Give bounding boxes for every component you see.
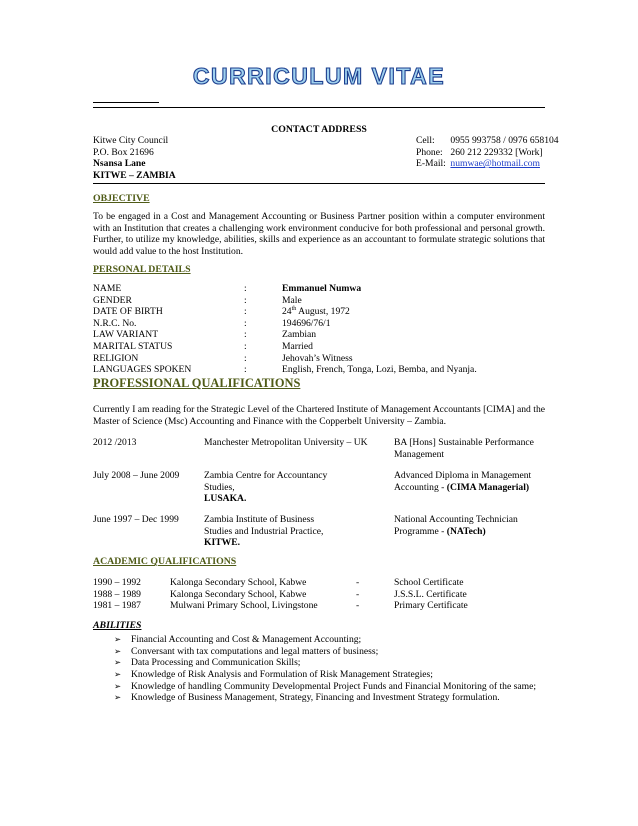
detail-value: Jehovah’s Witness <box>282 352 353 364</box>
arrow-bullet-icon: ➢ <box>114 693 122 704</box>
academic-dash: - <box>356 577 360 588</box>
academic-qualifications-heading: ACADEMIC QUALIFICATIONS <box>93 556 237 567</box>
institution-line: Studies, <box>204 481 235 493</box>
arrow-bullet-icon: ➢ <box>114 670 122 681</box>
detail-label: LAW VARIANT <box>93 329 159 341</box>
ability-text: Data Processing and Communication Skills; <box>131 657 301 669</box>
academic-dates: 1981 – 1987 <box>93 600 141 612</box>
detail-value: English, French, Tonga, Lozi, Bemba, and Nyanja. <box>282 364 477 376</box>
academic-dash: - <box>356 588 360 600</box>
detail-label: NAME <box>93 283 122 294</box>
institution-line: KITWE. <box>204 537 240 549</box>
award-line: National Accounting Technician <box>394 514 518 525</box>
institution-line: LUSAKA. <box>204 493 247 505</box>
dob-rest: August, 1972 <box>296 306 350 318</box>
abilities-list <box>114 634 536 704</box>
detail-separator: : <box>244 329 247 341</box>
academic-school: Kalonga Secondary School, Kabwe <box>170 588 307 600</box>
academic-row <box>93 600 545 612</box>
objective-text: To be engaged in a Cost and Management Accounting or Business Partner position within a computer environment with an Institution that creates a challenging work environment conducive for both professional and personal growth. Further, to utilize my knowledge, abilities, skills and experience as an accountant to formulate strategic solutions that would add value to the host Institution. <box>93 211 545 257</box>
email-link[interactable]: numwae@hotmail.com <box>450 158 540 170</box>
contact-heading: CONTACT ADDRESS <box>271 124 367 135</box>
award-line: Accounting - <box>394 481 445 493</box>
cv-title-wordart <box>154 62 484 90</box>
ability-item <box>114 669 536 681</box>
detail-value: Zambian <box>282 329 317 341</box>
ability-item <box>114 657 536 669</box>
qualification-institution <box>204 514 379 549</box>
abilities-heading: ABILITIES <box>93 620 142 631</box>
address-line: Nsansa Lane <box>93 158 146 170</box>
cv-title <box>0 62 638 90</box>
academic-row <box>93 589 545 601</box>
ability-item <box>114 681 536 693</box>
cell-value: 0955 993758 / 0976 658104 <box>450 135 559 146</box>
dob-day: 24 <box>282 306 292 318</box>
detail-value <box>282 306 350 318</box>
detail-label: DATE OF BIRTH <box>93 306 163 318</box>
short-divider <box>93 102 159 103</box>
detail-value: Married <box>282 340 313 352</box>
detail-separator: : <box>244 317 247 329</box>
professional-qualifications-heading: PROFESSIONAL QUALIFICATIONS <box>93 376 301 390</box>
academic-row <box>93 577 545 589</box>
detail-separator: : <box>244 340 247 352</box>
address-line: P.O. Box 21696 <box>93 146 154 158</box>
ability-text: Knowledge of Risk Analysis and Formulation of Risk Management Strategies; <box>131 669 433 681</box>
institution-line: Zambia Centre for Accountancy <box>204 470 328 481</box>
phone-value: 260 212 229332 [Work] <box>450 146 543 158</box>
detail-separator: : <box>244 283 247 294</box>
qualification-institution <box>204 470 379 505</box>
detail-separator: : <box>244 364 247 376</box>
detail-row <box>93 364 545 376</box>
contact-numbers <box>416 135 559 170</box>
detail-value: Male <box>282 294 302 306</box>
qualification-award: BA [Hons] Sustainable Performance Management <box>394 437 534 460</box>
detail-row <box>93 329 545 341</box>
qualification-dates: 2012 /2013 <box>93 437 137 448</box>
detail-value: Emmanuel Numwa <box>282 283 362 294</box>
detail-row <box>93 341 545 353</box>
qualification-award <box>394 470 545 493</box>
academic-dash: - <box>356 600 360 612</box>
arrow-bullet-icon: ➢ <box>114 646 122 657</box>
address-line: Kitwe City Council <box>93 135 169 146</box>
detail-row <box>93 353 545 365</box>
ability-text: Knowledge of handling Community Developmental Project Funds and Financial Monitoring of the same; <box>131 680 537 692</box>
address-line: KITWE – ZAMBIA <box>93 169 176 181</box>
detail-label: LANGUAGES SPOKEN <box>93 364 192 376</box>
academic-dates: 1990 – 1992 <box>93 577 141 588</box>
detail-separator: : <box>244 306 247 318</box>
detail-label: MARITAL STATUS <box>93 340 173 352</box>
institution-line: Studies and Industrial Practice, <box>204 525 324 537</box>
arrow-bullet-icon: ➢ <box>114 681 122 692</box>
ability-item <box>114 634 536 646</box>
detail-row <box>93 283 545 295</box>
institution-line: Zambia Institute of Business <box>204 514 315 525</box>
detail-value: 194696/76/1 <box>282 317 331 329</box>
contact-divider <box>93 183 545 184</box>
academic-certificate: Primary Certificate <box>394 600 468 612</box>
cell-label: Cell: <box>416 135 435 146</box>
qualification-dates: June 1997 – Dec 1999 <box>93 514 179 525</box>
qualification-institution: Manchester Metropolitan University – UK <box>204 437 368 448</box>
ability-text: Knowledge of Business Management, Strategy, Financing and Investment Strategy formulation. <box>131 692 500 704</box>
header-divider <box>93 107 545 108</box>
detail-row <box>93 306 545 318</box>
personal-details-heading: PERSONAL DETAILS <box>93 264 191 275</box>
ability-item <box>114 646 536 658</box>
postal-address <box>93 135 176 181</box>
detail-row <box>93 295 545 307</box>
academic-list <box>93 577 545 612</box>
dob-suffix: th <box>291 306 297 312</box>
detail-label: GENDER <box>93 294 132 306</box>
arrow-bullet-icon: ➢ <box>114 658 122 669</box>
qualification-dates: July 2008 – June 2009 <box>93 470 180 481</box>
academic-school: Mulwani Primary School, Livingstone <box>170 600 318 612</box>
detail-label: RELIGION <box>93 352 139 364</box>
objective-heading: OBJECTIVE <box>93 193 150 204</box>
detail-row <box>93 318 545 330</box>
academic-certificate: J.S.S.L. Certificate <box>394 588 467 600</box>
professional-intro: Currently I am reading for the Strategic Level of the Chartered Institute of Management Accountants [CIMA] and the Master of Science (Msc) Accounting and Finance with the Copperbelt University – Zambia. <box>93 404 545 427</box>
award-line: Advanced Diploma in Management <box>394 470 532 481</box>
detail-label: N.R.C. No. <box>93 317 137 329</box>
award-code: (CIMA Managerial) <box>446 481 530 493</box>
detail-separator: : <box>244 294 247 306</box>
arrow-bullet-icon: ➢ <box>114 635 122 645</box>
qualification-award <box>394 514 545 537</box>
detail-separator: : <box>244 352 247 364</box>
email-label: E-Mail: <box>416 158 446 170</box>
award-line: Programme - <box>394 525 445 537</box>
ability-item <box>114 692 536 704</box>
cv-title-text: CURRICULUM VITAE <box>192 63 446 89</box>
academic-school: Kalonga Secondary School, Kabwe <box>170 577 307 588</box>
academic-dates: 1988 – 1989 <box>93 588 141 600</box>
ability-text: Financial Accounting and Cost & Management Accounting; <box>131 634 362 645</box>
award-code: (NATech) <box>446 525 486 537</box>
academic-certificate: School Certificate <box>394 577 464 588</box>
personal-details <box>93 283 545 376</box>
phone-label: Phone: <box>416 146 443 158</box>
ability-text: Conversant with tax computations and legal matters of business; <box>131 645 379 657</box>
